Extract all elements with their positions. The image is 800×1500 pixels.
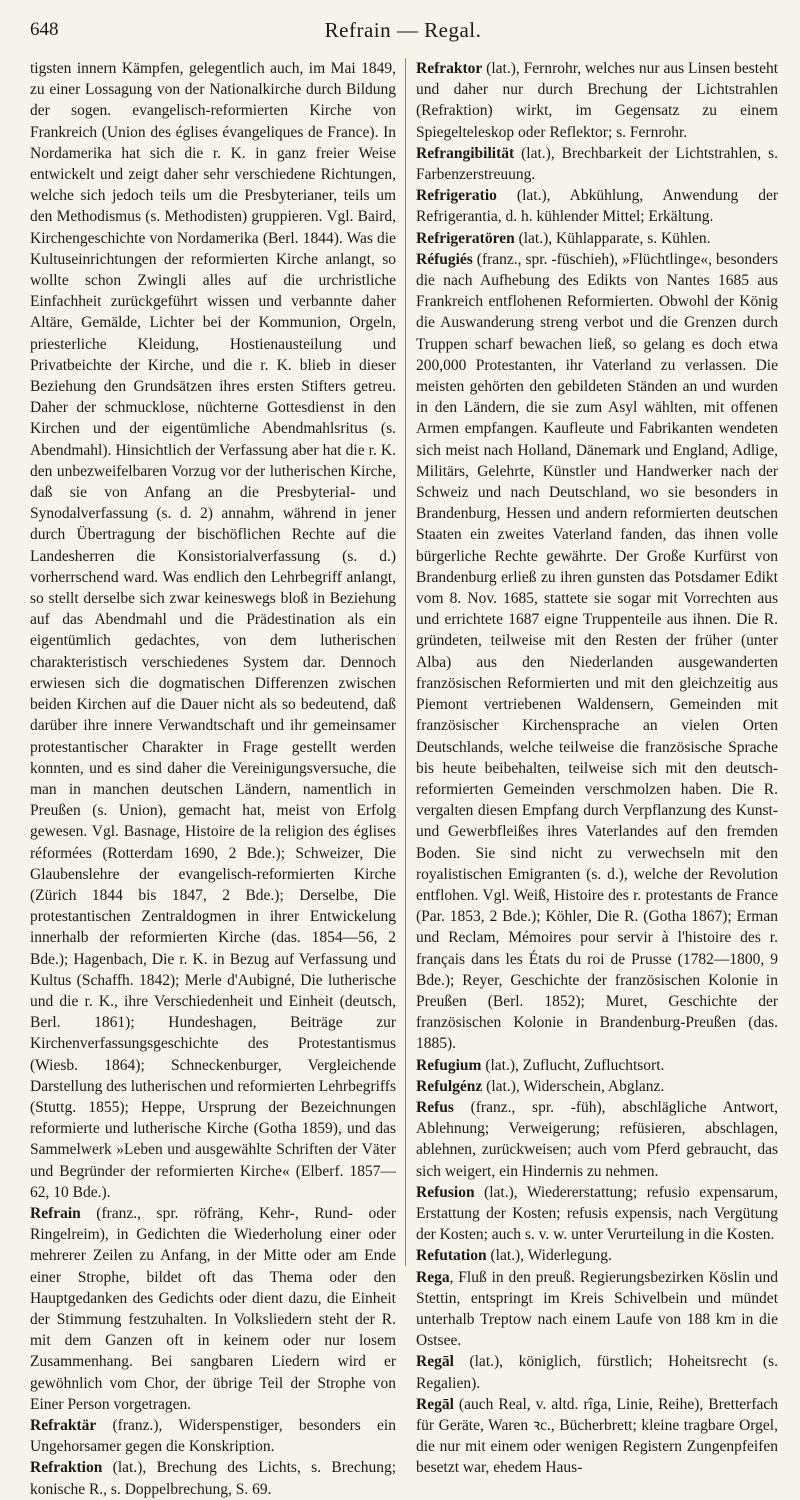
entry-text: (franz., spr. röfräng, Kehr-, Rund- oder Ringelreim), in Gedichten die Wiederholung einer oder mehrerer Zeilen zu Anfang, in der Mitte oder am Ende einer Strophe, bildet oft das Thema oder den Hauptgedanken des Gedichts oder dient dazu, die Einheit der Stimmung festzuhalten. In Volksliedern steht der R. mit dem Ganzen oft in keinem oder nur losem Zusammenhang. Bei sangbaren Liedern wird er gewöhnlich vom Chor, der übrige Teil der Strophe von Einer Person vorgetragen. <box>30 1204 396 1413</box>
entry-text: (lat.), Brechung des Lichts, s. Brechung; konische R., s. Doppelbrechung, S. 69. <box>30 1459 396 1498</box>
entry-headword: Refusion <box>416 1183 475 1201</box>
entry-refus <box>416 1097 778 1182</box>
entry-headword: Refutation <box>416 1247 487 1265</box>
entry-refutation <box>416 1245 778 1266</box>
page-number: 648 <box>30 19 59 40</box>
entry-text: tigsten innern Kämpfen, gelegentlich auch, im Mai 1849, zu einer Lossagung von der Nationalkirche durch Bildung der sogen. evangelisch-reformierten Kirche von Frankreich (Union des églises évangeliques de France). In Nordamerika hat sich die r. K. in ganz freier Weise entwickelt und zeigt daher sehr verschiedene Richtungen, welche sich jedoch teils um die Presbyterianer, teils um den Methodismus (s. Methodisten) gruppieren. Vgl. Baird, Kirchengeschichte von Nordamerika (Berl. 1844). Was die Kultuseinrichtungen der reformierten Kirche anlangt, so wollte schon Zwingli alles auf die urchristliche Einfachheit zurückgeführt wissen und verbannte daher Altäre, Gemälde, Lichter bei der Kommunion, Orgeln, priesterliche Kleidung, Hostienausteilung und Privatbeichte der Kirche, und die r. K. blieb in dieser Beziehung den Grundsätzen ihres ersten Stifters getreu. Daher der schmucklose, nüchterne Gottesdienst in den Kirchen und der eigentümliche Abendmahlsritus (s. Abendmahl). Hinsichtlich der Verfassung aber hat die r. K. den unbezweifelbaren Vorzug vor der lutherischen Kirche, daß sie von Anfang an die Presbyterial- und Synodalverfassung (s. d. 2) annahm, während in jener durch Übertragung der bischöflichen Rechte auf die Landesherren die Konsistorialverfassung (s. d.) vorherrschend ward. Was endlich den Lehrbegriff anlangt, so stellt derselbe sich zwar keineswegs bloß in Beziehung auf das Abendmahl und die Prädestination als ein eigentümlich gedachtes, von dem lutherischen charakteristisch verschiedenes System dar. Dennoch erwiesen sich die dogmatischen Differenzen zwischen beiden Kirchen auf die Dauer nicht als so bedeutend, daß darüber ihre innere Verwandtschaft und ihr gemeinsamer protestantischer Charakter in Frage gestellt werden konnten, und es sind daher die Vereinigungsversuche, die man in manchen deutschen Ländern, namentlich in Preußen (s. Union), gemacht hat, meist von Erfolg gewesen. Vgl. Basnage, Histoire de la religion des églises réformées (Rotterdam 1690, 2 Bde.); Schweizer, Die Glaubenslehre der evangelisch-reformierten Kirche (Zürich 1844 bis 1847, 2 Bde.); Derselbe, Die protestantischen Zentraldogmen in ihrer Entwickelung innerhalb der reformierten Kirche (das. 1854—56, 2 Bde.); Hagenbach, Die r. K. in Bezug auf Verfassung und Kultus (Schaffh. 1842); Merle d'Aubigné, Die lutherische und die r. K., ihre Verschiedenheit und Einheit (deutsch, Berl. 1861); Hundeshagen, Beiträge zur Kirchenverfassungsgeschichte des Protestantismus (Wiesb. 1864); Schneckenburger, Vergleichende Darstellung des lutherischen und reformierten Lehrbegriffs (Stuttg. 1855); Heppe, Ursprung der Bezeichnungen reformierte und lutherische Kirche (Gotha 1859), und das Sammelwerk »Leben und ausgewählte Schriften der Väter und Begründer der reformierten Kirche« (Elberf. 1857—62, 10 Bde.). <box>30 60 396 1201</box>
entry-headword: Refrigeratören <box>416 229 515 247</box>
entry-text: (lat.), Brechbarkeit der Lichtstrahlen, s. Farbenzerstreuung. <box>416 144 778 184</box>
entry-continuation <box>30 58 396 1203</box>
entry-headword: Refraktor <box>416 60 483 77</box>
entry-refrain <box>30 1203 396 1415</box>
entry-text: (lat.), königlich, fürstlich; Hoheitsrecht (s. Regalien). <box>416 1353 778 1392</box>
entry-text: (franz., spr. -füh), abschlägliche Antwort, Ablehnung; Verweigerung; refüsieren, abschlagen, ablehnen, zurückweisen; auch vom Pferd gebraucht, das sich weigert, ein Hindernis zu nehmen. <box>416 1098 778 1180</box>
entry-headword: Regāl <box>416 1353 454 1371</box>
entry-headword: Refrain <box>30 1204 81 1222</box>
right-column <box>416 58 778 1477</box>
entry-refusion <box>416 1182 778 1246</box>
entry-headword: Refrangibilität <box>416 144 515 162</box>
entry-rega <box>416 1267 778 1352</box>
entry-headword: Refus <box>416 1098 454 1116</box>
entry-headword: Réfugiés <box>416 250 473 268</box>
entry-headword: Regāl <box>416 1395 454 1413</box>
entry-text: (franz., spr. -füschieh), »Flüchtlinge«, besonders die nach Aufhebung des Edikts von Nantes 1685 aus Frankreich entflohenen Reformierten. Obwohl der König die Auswanderung streng verbot und die Grenzen durch Truppen scharf bewachen ließ, so gelang es doch etwa 200,000 Protestanten, ihr Vaterland zu verlassen. Die meisten gehörten den gebildeten Ständen an und wurden in den Ländern, die sie zum Asyl wählten, mit offenen Armen empfangen. Kaufleute und Fabrikanten wendeten sich meist nach Holland, Dänemark und England, Adlige, Militärs, Gelehrte, Künstler und Handwerker nach der Schweiz und nach Deutschland, wo sie besonders in Brandenburg, Hessen und andern reformierten deutschen Staaten ein zweites Vaterland fanden, das ihnen volle bürgerliche Rechte gewährte. Der Große Kurfürst von Brandenburg erließ zu ihren gunsten das Potsdamer Edikt vom 8. Nov. 1685, stattete sie sogar mit Vorrechten aus und errichtete 1687 eigne Truppenteile aus ihnen. Die R. gründeten, teilweise mit den Resten der früher (unter Alba) aus den Niederlanden ausgewanderten französischen Reformierten und mit den gleichzeitig aus Piemont vertriebenen Waldensern, Gemeinden mit französischer Kirchensprache an vielen Orten Deutschlands, welche teilweise die französische Sprache bis heute beibehalten, teilweise sich mit den deutsch-reformierten Gemeinden verschmolzen haben. Die R. vergalten diesen Empfang durch Verpflanzung des Kunst- und Gewerbfleißes ihres Vaterlandes auf den fremden Boden. Sie sind nicht zu verwechseln mit den royalistischen Emigranten (s. d.), welche der Revolution entflohen. Vgl. Weiß, Histoire des r. protestants de France (Par. 1853, 2 Bde.); Köhler, Die R. (Gotha 1867); Erman und Reclam, Mémoires pour servir à l'histoire des r. français dans les États du roi de Prusse (1782—1800, 9 Bde.); Reyer, Geschichte der französischen Kolonie in Preußen (Berl. 1852); Muret, Geschichte der französischen Kolonie in Brandenburg-Preußen (das. 1885). <box>416 250 778 1053</box>
entry-text: (lat.), Abkühlung, Anwendung der Refrigerantia, d. h. kühlender Mittel; Erkältung. <box>416 187 778 226</box>
entry-headword: Refugium <box>416 1056 482 1074</box>
entry-refraktion <box>30 1457 396 1499</box>
entry-refrigeratio <box>416 185 778 227</box>
column-divider <box>405 58 406 1266</box>
entry-headword: Refraktion <box>30 1459 103 1477</box>
entry-text: (lat.), Kühlapparate, s. Kühlen. <box>514 229 711 247</box>
entry-refrigeratoeren <box>416 228 778 249</box>
entry-text: (franz.), Widerspenstiger, besonders ein Ungehorsamer gegen die Konskription. <box>30 1417 396 1456</box>
entry-text: (lat.), Zuflucht, Zufluchtsort. <box>481 1056 665 1074</box>
entry-headword: Refulgénz <box>416 1077 483 1095</box>
entry-refraktor <box>416 58 778 143</box>
entry-regal-1 <box>416 1351 778 1393</box>
entry-text: , Fluß in den preuß. Regierungsbezirken Köslin und Stettin, entspringt im Kreis Schivelbein und mündet unterhalb Treptow nach einem Laufe von 188 km in die Ostsee. <box>416 1268 778 1350</box>
entry-refrangibilitaet <box>416 143 778 185</box>
entry-refraktaer <box>30 1415 396 1457</box>
entry-text: (auch Real, v. altd. rîga, Linie, Reihe), Bretterfach für Geräte, Waren ꝛc., Bücherbrett; kleine tragbare Orgel, die nur mit einem oder wenigen Registern Zungenpfeifen besetzt war, ehedem Haus- <box>416 1395 778 1477</box>
page-header <box>30 10 776 50</box>
entry-headword: Rega <box>416 1268 450 1286</box>
left-column <box>30 58 396 1498</box>
entry-text: (lat.), Fernrohr, welches nur aus Linsen besteht und daher nur durch Brechung der Lichtstrahlen (Refraktion) wirkt, im Gegensatz zu einem Spiegelteleskop oder Reflektor; s. Fernrohr. <box>416 60 778 141</box>
entry-text: (lat.), Wiedererstattung; refusio expensarum, Erstattung der Kosten; refusis expensis, nach Vergütung der Kosten; auch s. v. w. unter Verurteilung in die Kosten. <box>416 1183 778 1244</box>
running-title: Refrain — Regal. <box>324 17 482 42</box>
entry-text: (lat.), Widerlegung. <box>486 1247 612 1265</box>
entry-headword: Refrigeratio <box>416 187 497 205</box>
entry-headword: Refraktär <box>30 1417 97 1434</box>
entry-regal-2 <box>416 1394 778 1479</box>
entry-refulgenz <box>416 1076 778 1097</box>
entry-refugium <box>416 1055 778 1076</box>
entry-text: (lat.), Widerschein, Abglanz. <box>482 1077 665 1095</box>
entry-refugies <box>416 249 778 1055</box>
